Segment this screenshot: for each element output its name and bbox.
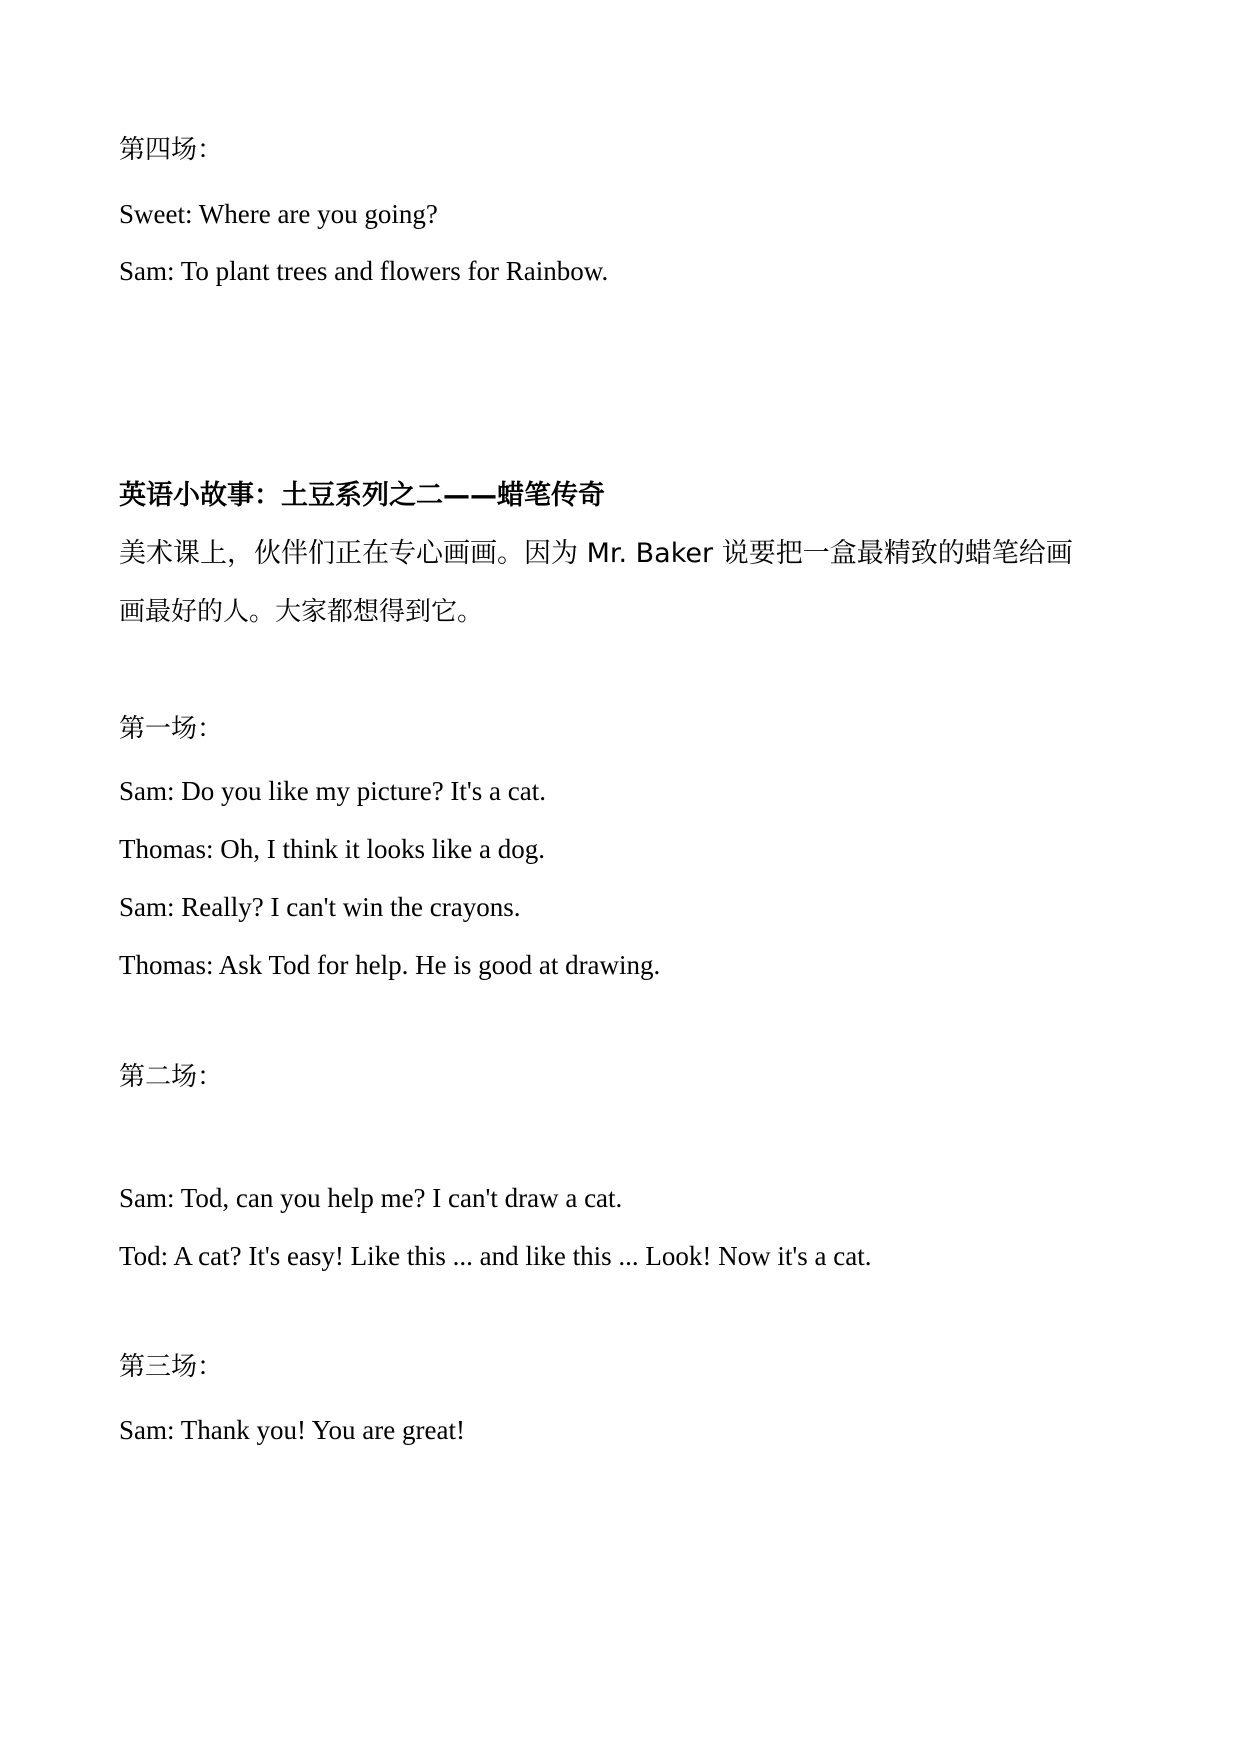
dialogue-line: Sam: Tod, can you help me? I can't draw a cat. <box>119 1183 623 1213</box>
dialogue-line: Thomas: Oh, I think it looks like a dog. <box>119 834 545 864</box>
dialogue-line: Sam: Do you like my picture? It's a cat. <box>119 776 547 806</box>
story-title: 英语小故事：土豆系列之二——蜡笔传奇 <box>119 480 605 511</box>
dialogue-line: Thomas: Ask Tod for help. He is good at drawing. <box>119 950 661 980</box>
dialogue-line: Sam: Thank you! You are great! <box>119 1415 465 1445</box>
dialogue-line: Sam: Really? I can't win the crayons. <box>119 892 521 922</box>
scene-two-label: 第二场： <box>119 1062 224 1092</box>
dialogue-line: Sam: To plant trees and flowers for Rainbow. <box>119 256 609 286</box>
scene-three-label: 第三场： <box>119 1352 224 1382</box>
story-intro-line-1: 美术课上，伙伴们正在专心画画。因为 Mr. Baker 说要把一盒最精致的蜡笔给画 <box>119 538 1073 569</box>
scene-four-label: 第四场： <box>119 135 224 165</box>
scene-one-label: 第一场： <box>119 714 224 744</box>
dialogue-line: Tod: A cat? It's easy! Like this ... and like this ... Look! Now it's a cat. <box>119 1241 872 1271</box>
dialogue-line: Sweet: Where are you going? <box>119 199 438 229</box>
story-intro-line-2: 画最好的人。大家都想得到它。 <box>119 597 484 627</box>
